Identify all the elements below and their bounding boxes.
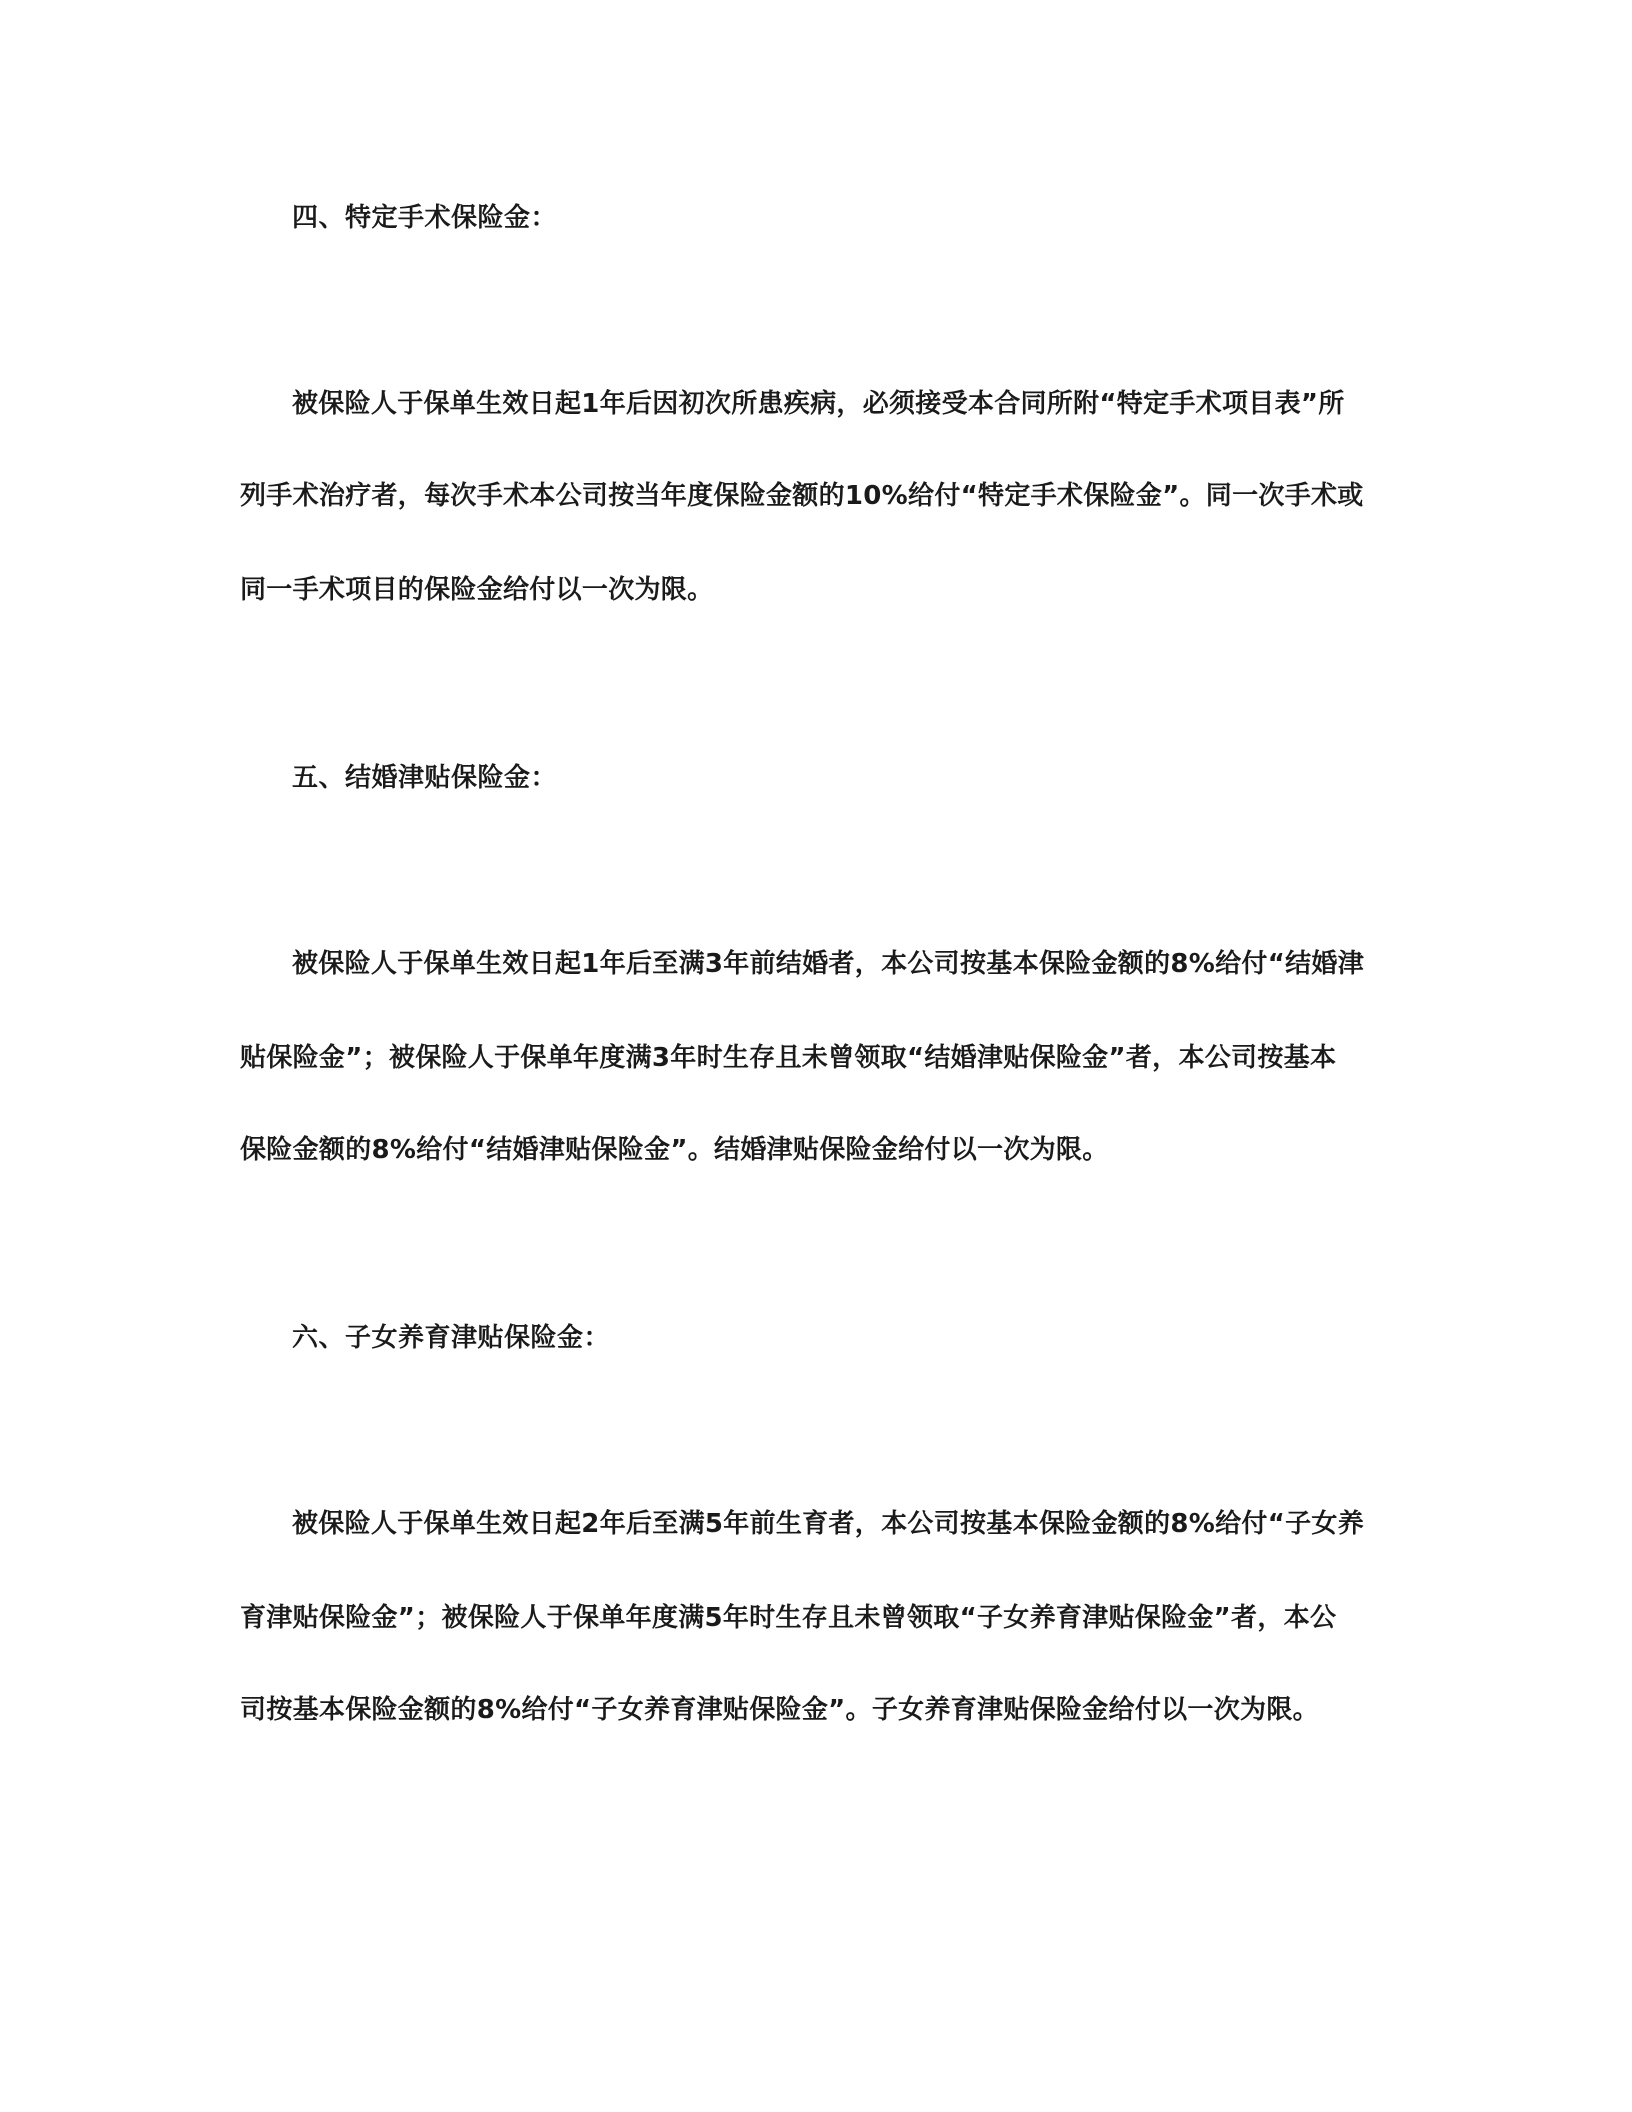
paragraph-line: 被保险人于保单生效日起1年后至满3年前结婚者，本公司按基本保险金额的8%给付“结婚津 <box>292 949 1365 979</box>
paragraph-line: 育津贴保险金”；被保险人于保单年度满5年时生存且未曾领取“子女养育津贴保险金”者，本公 <box>240 1603 1337 1633</box>
section-heading-6: 六、子女养育津贴保险金： <box>292 1323 611 1353</box>
section-heading-5: 五、结婚津贴保险金： <box>292 763 558 793</box>
paragraph-line: 列手术治疗者，每次手术本公司按当年度保险金额的10%给付“特定手术保险金”。同一次手术或 <box>240 481 1364 511</box>
paragraph-line: 被保险人于保单生效日起2年后至满5年前生育者，本公司按基本保险金额的8%给付“子女养 <box>292 1509 1365 1539</box>
paragraph-line: 司按基本保险金额的8%给付“子女养育津贴保险金”。子女养育津贴保险金给付以一次为限。 <box>240 1695 1319 1725</box>
paragraph-line: 保险金额的8%给付“结婚津贴保险金”。结婚津贴保险金给付以一次为限。 <box>240 1135 1109 1165</box>
section-heading-4: 四、特定手术保险金： <box>292 203 558 233</box>
paragraph-line: 贴保险金”；被保险人于保单年度满3年时生存且未曾领取“结婚津贴保险金”者，本公司按基本 <box>240 1043 1337 1073</box>
paragraph-line: 被保险人于保单生效日起1年后因初次所患疾病，必须接受本合同所附“特定手术项目表”所 <box>292 389 1345 419</box>
paragraph-line: 同一手术项目的保险金给付以一次为限。 <box>240 575 714 605</box>
